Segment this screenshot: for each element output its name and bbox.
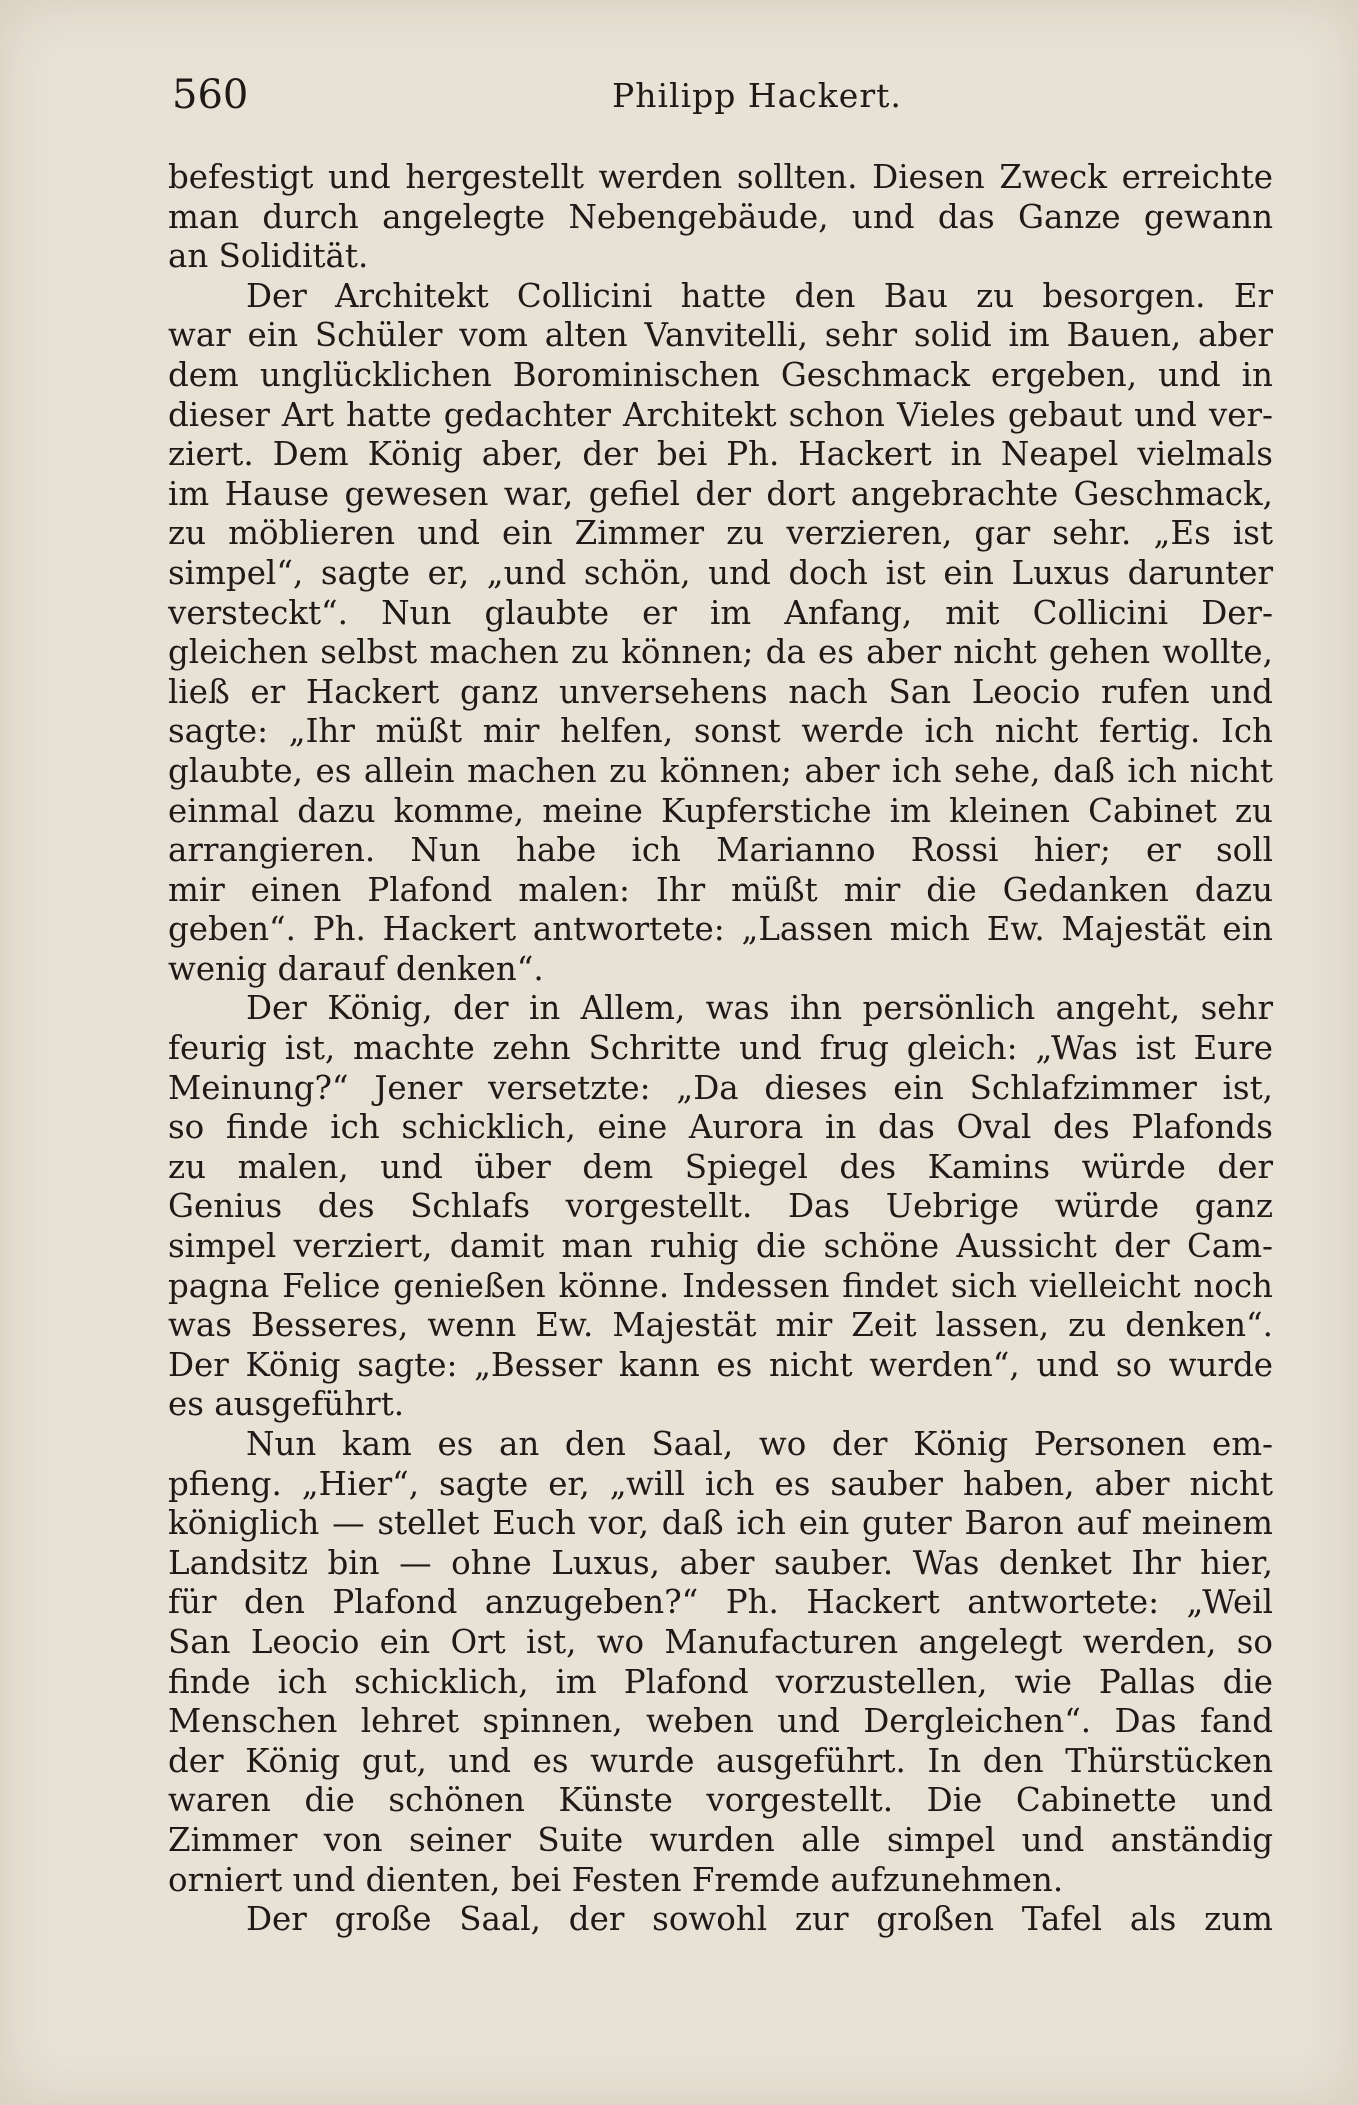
text-line: pagna Felice genießen könne. Indessen findet sich vielleicht noch xyxy=(168,1266,1273,1305)
text-line: zu malen, und über dem Spiegel des Kamins würde der xyxy=(168,1147,1273,1186)
text-line: dem unglücklichen Borominischen Geschmack ergeben, und in xyxy=(168,355,1273,394)
text-line: so finde ich schicklich, eine Aurora in das Oval des Plafonds xyxy=(168,1108,1273,1147)
text-line: sagte: „Ihr müßt mir helfen, sonst werde ich nicht fertig. Ich xyxy=(168,712,1273,751)
text-line: ziert. Dem König aber, der bei Ph. Hackert in Neapel vielmals xyxy=(168,435,1273,474)
text-line: an Solidität. xyxy=(168,237,369,276)
text-line: ließ er Hackert ganz unversehens nach San Leocio rufen und xyxy=(168,672,1273,711)
text-line: Der große Saal, der sowohl zur großen Tafel als zum xyxy=(246,1900,1273,1939)
text-line: es ausgeführt. xyxy=(168,1385,405,1424)
text-line: dieser Art hatte gedachter Architekt schon Vieles gebaut und ver- xyxy=(168,395,1273,434)
page-number: 560 xyxy=(172,72,249,118)
text-line: arrangieren. Nun habe ich Marianno Rossi hier; er soll xyxy=(168,831,1273,870)
text-line: waren die schönen Künste vorgestellt. Die Cabinette und xyxy=(168,1781,1273,1820)
text-line: simpel verziert, damit man ruhig die schöne Aussicht der Cam- xyxy=(168,1227,1273,1266)
text-line: Genius des Schlafs vorgestellt. Das Uebrige würde ganz xyxy=(168,1187,1273,1226)
text-line: einmal dazu komme, meine Kupferstiche im kleinen Cabinet zu xyxy=(168,791,1273,830)
text-line: zu möblieren und ein Zimmer zu verzieren, gar sehr. „Es ist xyxy=(168,514,1273,553)
text-line: glaubte, es allein machen zu können; aber ich sehe, daß ich nicht xyxy=(168,751,1273,790)
text-line: der König gut, und es wurde ausgeführt. In den Thürstücken xyxy=(168,1741,1273,1780)
page-header xyxy=(172,72,1272,122)
text-line: man durch angelegte Nebengebäude, und das Ganze gewann xyxy=(168,197,1273,236)
text-line: Menschen lehret spinnen, weben und Dergleichen“. Das fand xyxy=(168,1702,1273,1741)
text-line: pfieng. „Hier“, sagte er, „will ich es sauber haben, aber nicht xyxy=(168,1464,1273,1503)
text-line: versteckt“. Nun glaubte er im Anfang, mit Collicini Der- xyxy=(168,593,1273,632)
text-line: war ein Schüler vom alten Vanvitelli, sehr solid im Bauen, aber xyxy=(168,316,1273,355)
text-line: San Leocio ein Ort ist, wo Manufacturen angelegt werden, so xyxy=(168,1622,1273,1661)
text-line: Der König sagte: „Besser kann es nicht werden“, und so wurde xyxy=(168,1345,1273,1384)
text-line: geben“. Ph. Hackert antwortete: „Lassen mich Ew. Majestät ein xyxy=(168,910,1273,949)
text-line: königlich — stellet Euch vor, daß ich ein guter Baron auf meinem xyxy=(168,1504,1273,1543)
text-line: finde ich schicklich, im Plafond vorzustellen, wie Pallas die xyxy=(168,1662,1273,1701)
running-head: Philipp Hackert. xyxy=(612,76,902,115)
text-line: befestigt und hergestellt werden sollten. Diesen Zweck erreichte xyxy=(168,158,1273,196)
text-line: Landsitz bin — ohne Luxus, aber sauber. Was denket Ihr hier, xyxy=(168,1543,1273,1582)
text-line: feurig ist, machte zehn Schritte und frug gleich: „Was ist Eure xyxy=(168,1029,1273,1068)
text-line: was Besseres, wenn Ew. Majestät mir Zeit lassen, zu denken“. xyxy=(168,1306,1273,1345)
text-line: wenig darauf denken“. xyxy=(168,949,544,988)
text-line: Der König, der in Allem, was ihn persönlich angeht, sehr xyxy=(246,989,1273,1028)
text-line: Der Architekt Collicini hatte den Bau zu besorgen. Er xyxy=(246,276,1273,315)
body-text xyxy=(168,158,1273,1940)
text-line: orniert und dienten, bei Festen Fremde aufzunehmen. xyxy=(168,1860,1064,1899)
text-line: simpel“, sagte er, „und schön, und doch ist ein Luxus darunter xyxy=(168,553,1273,592)
text-line: im Hause gewesen war, gefiel der dort angebrachte Geschmack, xyxy=(168,474,1273,513)
text-line: Nun kam es an den Saal, wo der König Personen em- xyxy=(246,1425,1273,1463)
text-line: mir einen Plafond malen: Ihr müßt mir die Gedanken dazu xyxy=(168,870,1273,909)
text-line: gleichen selbst machen zu können; da es aber nicht gehen wollte, xyxy=(168,633,1273,672)
text-line: Zimmer von seiner Suite wurden alle simpel und anständig xyxy=(168,1820,1273,1859)
text-line: für den Plafond anzugeben?“ Ph. Hackert antwortete: „Weil xyxy=(168,1583,1273,1622)
text-line: Meinung?“ Jener versetzte: „Da dieses ein Schlafzimmer ist, xyxy=(168,1068,1273,1107)
